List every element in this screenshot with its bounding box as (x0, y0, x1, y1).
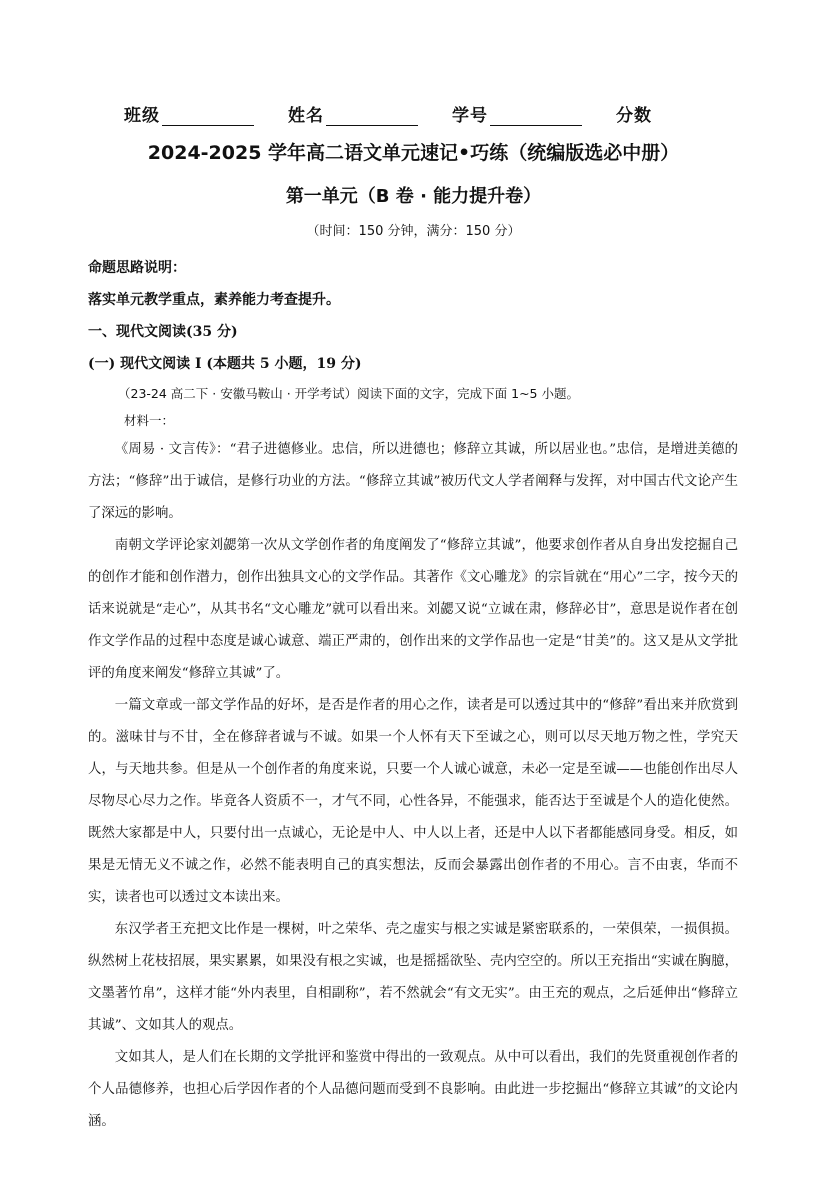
material-label: 材料一： (124, 413, 175, 428)
student-id-blank[interactable] (490, 107, 582, 126)
intro-heading: 命题思路说明： (88, 260, 186, 276)
name-blank[interactable] (326, 107, 418, 126)
class-blank[interactable] (162, 107, 254, 126)
score-label: 分数 (616, 106, 652, 126)
student-id-field (452, 101, 582, 126)
exam-title: 2024-2025 学年高二语文单元速记•巧练（统编版选必中册） (147, 142, 680, 164)
time-info: （时间：150 分钟，满分：150 分） (306, 224, 521, 239)
question-source: （23-24 高二下 · 安徽马鞍山 · 开学考试）阅读下面的文字，完成下面 1~5 小题。 (118, 386, 579, 401)
exam-subtitle: 第一单元（B 卷 · 能力提升卷） (285, 186, 542, 207)
paragraph: 东汉学者王充把文比作是一棵树，叶之荣华、壳之虚实与根之实诚是紧密联系的，一荣俱荣，一损俱损。纵然树上花枝招展，果实累累，如果没有根之实诚，也是摇摇欲坠、壳内空空的。所以王充指出“实诚在胸臆，文墨著竹帛”，这样才能“外内表里，自相副称”，若不然就会“有文无实”。由王充的观点，之后延伸出“修辞立其诚”、文如其人的观点。 (88, 922, 738, 1033)
section-title: 一、现代文阅读(35 分) (88, 324, 238, 340)
score-field (616, 101, 652, 126)
paragraph: 《周易 · 文言传》：“君子进德修业。忠信，所以进德也；修辞立其诚，所以居业也。”忠信，是增进美德的方法；“修辞”出于诚信，是修行功业的方法。“修辞立其诚”被历代文人学者阐释与发挥，对中国古代文论产生了深远的影响。 (88, 442, 738, 521)
student-id-label: 学号 (452, 106, 488, 126)
paragraph: 南朝文学评论家刘勰第一次从文学创作者的角度阐发了“修辞立其诚”，他要求创作者从自身出发挖掘自己的创作才能和创作潜力，创作出独具文心的文学作品。其著作《文心雕龙》的宗旨就在“用心”二字，按今天的话来说就是“走心”，从其书名“文心雕龙”就可以看出来。刘勰又说“立诚在肃，修辞必甘”，意思是说作者在创作文学作品的过程中态度是诚心诚意、端正严肃的，创作出来的文学作品也一定是“甘美”的。这又是从文学批评的角度来阐发“修辞立其诚”了。 (88, 538, 738, 681)
paragraph: 文如其人，是人们在长期的文学批评和鉴赏中得出的一致观点。从中可以看出，我们的先贤重视创作者的个人品德修养，也担心后学因作者的个人品德问题而受到不良影响。由此进一步挖掘出“修辞立其诚”的文论内涵。 (88, 1050, 738, 1129)
paragraph: 一篇文章或一部文学作品的好坏，是否是作者的用心之作，读者是可以透过其中的“修辞”看出来并欣赏到的。滋味甘与不甘，全在修辞者诚与不诚。如果一个人怀有天下至诚之心，则可以尽天地万物之性，学究天人，与天地共参。但是从一个创作者的角度来说，只要一个人诚心诚意，未必一定是至诚——也能创作出尽人尽物尽心尽力之作。毕竟各人资质不一，才气不同，心性各异，不能强求，能否达于至诚是个人的造化使然。既然大家都是中人，只要付出一点诚心，无论是中人、中人以上者，还是中人以下者都能感同身受。相反，如果是无情无义不诚之作，必然不能表明自己的真实想法，反而会暴露出创作者的不用心。言不由衷，华而不实，读者也可以透过文本读出来。 (88, 698, 738, 905)
class-label: 班级 (124, 106, 160, 126)
class-field (124, 101, 254, 126)
name-field (288, 101, 418, 126)
name-label: 姓名 (288, 106, 324, 126)
subsection-title: (一) 现代文阅读 Ⅰ (本题共 5 小题，19 分) (88, 356, 362, 372)
intro-statement: 落实单元教学重点，素养能力考查提升。 (88, 292, 340, 308)
student-info-row (124, 98, 739, 126)
